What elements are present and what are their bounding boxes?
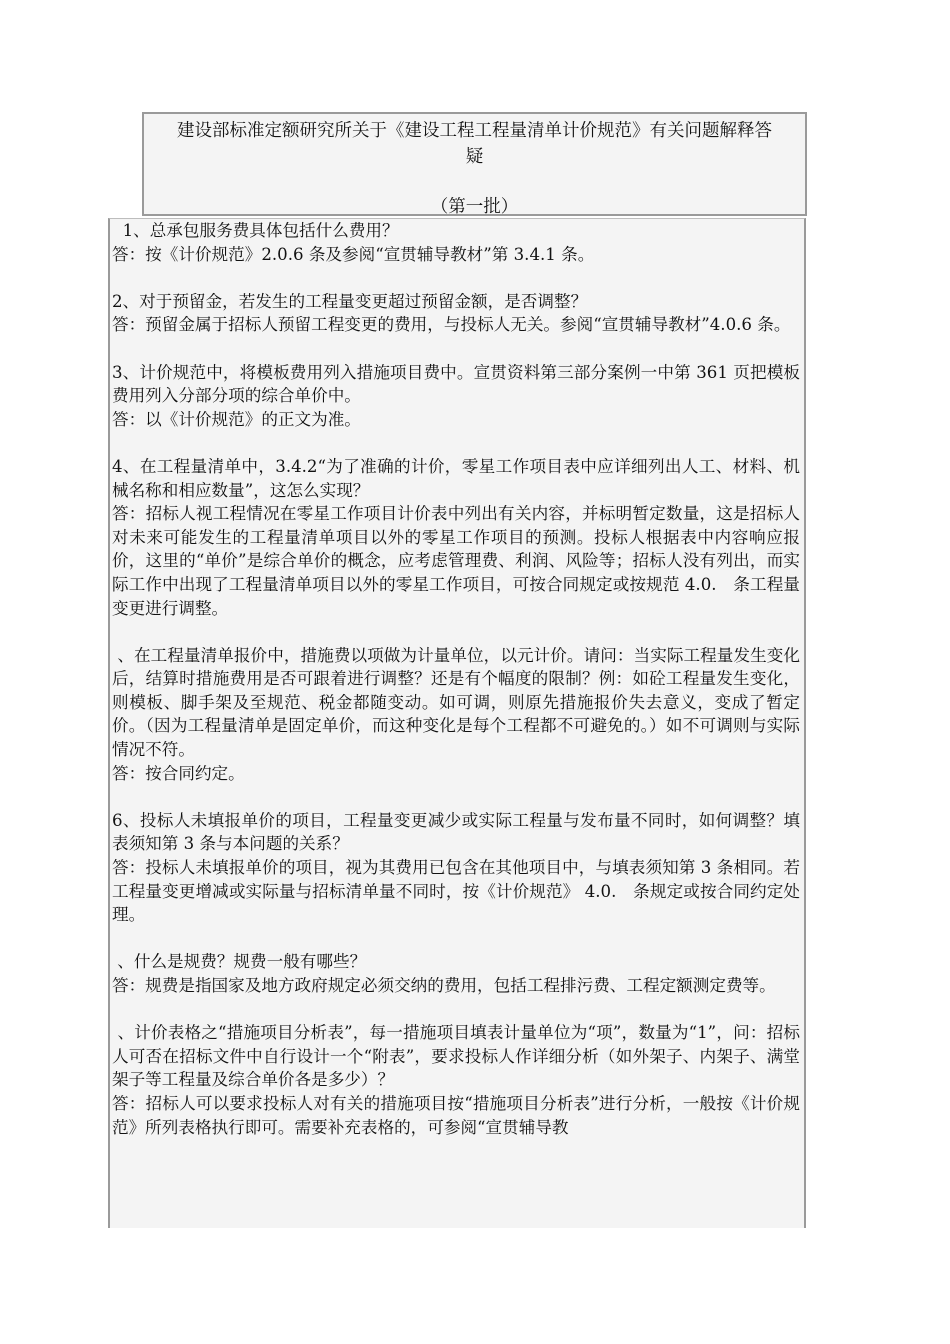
answer: 答：投标人未填报单价的项目，视为其费用已包含在其他项目中，与填表须知第 3 条相同。若工程量变更增减或实际量与招标清单量不同时，按《计价规范》 4.0. 条规定或按合同约定处理。: [112, 858, 800, 925]
qa-item-8: [112, 1021, 800, 1139]
document-title-box: [142, 112, 807, 216]
question: 、计价表格之“措施项目分析表”，每一措施项目填表计量单位为“项”，数量为“1”，问：招标人可否在招标文件中自行设计一个“附表”，要求投标人作详细分析（如外架子、内架子、满堂架子等工程量及综合单价各是多少）？: [112, 1023, 800, 1090]
qa-item-2: [112, 290, 800, 337]
title-line-1: 建设部标准定额研究所关于《建设工程工程量清单计价规范》有关问题解释答: [177, 121, 772, 141]
title-line-2: 疑: [465, 147, 484, 167]
answer: 答：规费是指国家及地方政府规定必须交纳的费用，包括工程排污费、工程定额测定费等。: [112, 976, 776, 995]
answer: 答：按《计价规范》2.0.6 条及参阅“宣贯辅导教材”第 3.4.1 条。: [112, 244, 595, 264]
qa-item-6: [112, 809, 800, 927]
question: 2、对于预留金，若发生的工程量变更超过预留金额，是否调整？: [112, 291, 588, 311]
qa-list: [110, 219, 804, 1139]
qa-item-7: [112, 950, 800, 997]
answer: 答：按合同约定。: [112, 763, 245, 783]
answer: 答：招标人可以要求投标人对有关的措施项目按“措施项目分析表”进行分析，一般按《计价规范》所列表格执行即可。需要补充表格的，可参阅“宣贯辅导教: [112, 1093, 800, 1137]
question: 4、在工程量清单中，3.4.2“为了准确的计价，零星工作项目表中应详细列出人工、材料、机械名称和相应数量”，这怎么实现？: [112, 456, 800, 500]
question: 、什么是规费？规费一般有哪些？: [112, 952, 367, 972]
batch-label: （第一批）: [430, 197, 519, 217]
qa-item-3: [112, 361, 800, 432]
question: 3、计价规范中，将模板费用列入措施项目费中。宣贯资料第三部分案例一中第 361 页把模板费用列入分部分项的综合单价中。: [112, 362, 800, 406]
qa-item-4: [112, 455, 800, 620]
answer: 答：以《计价规范》的正文为准。: [112, 409, 361, 429]
document-title: [144, 118, 805, 170]
answer: 答：招标人视工程情况在零星工作项目计价表中列出有关内容，并标明暂定数量，这是招标人对未来可能发生的工程量清单项目以外的零星工作项目的预测。投标人根据表中内容响应报价，这里的“单价”是综合单价的概念，应考虑管理费、利润、风险等；招标人没有列出，而实际工作中出现了工程量清单项目以外的零星工作项目，可按合同规定或按规范 4.0. 条工程量变更进行调整。: [112, 504, 800, 618]
question: 6、投标人未填报单价的项目，工程量变更减少或实际工程量与发布量不同时，如何调整？填表须知第 3 条与本问题的关系？: [112, 810, 800, 854]
qa-item-5: [112, 644, 800, 786]
answer: 答：预留金属于招标人预留工程变更的费用，与投标人无关。参阅“宣贯辅导教材”4.0.6 条。: [112, 315, 791, 335]
question: 、在工程量清单报价中，措施费以项做为计量单位，以元计价。请问：当实际工程量发生变化后，结算时措施费用是否可跟着进行调整？还是有个幅度的限制？例：如砼工程量发生变化，则模板、脚手架及至规范、税金都随变动。如可调，则原先措施报价失去意义，变成了暂定价。（因为工程量清单是固定单价，而这种变化是每个工程都不可避免的。）如不可调则与实际情况不符。: [112, 645, 801, 760]
qa-content-box: [108, 218, 806, 1228]
question: 1、总承包服务费具体包括什么费用？: [112, 221, 399, 240]
qa-item-1: [112, 219, 800, 266]
